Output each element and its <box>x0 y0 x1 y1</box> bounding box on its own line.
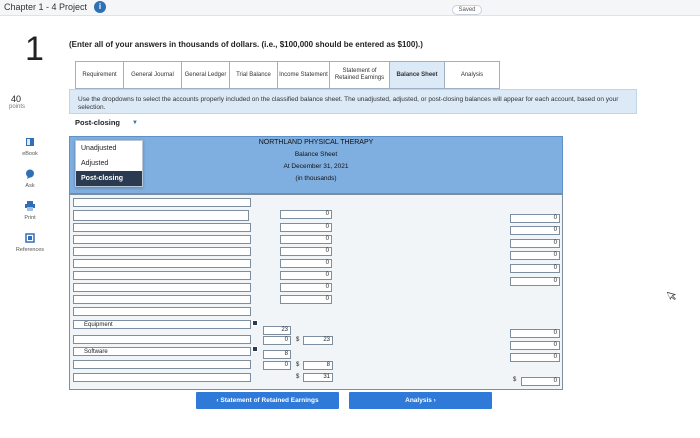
sidebar-label: eBook <box>22 151 38 157</box>
company-name: NORTHLAND PHYSICAL THERAPY <box>258 139 374 146</box>
total-cell[interactable]: 0 <box>510 277 560 286</box>
account-select[interactable] <box>73 235 251 244</box>
account-select[interactable] <box>73 198 251 207</box>
chat-icon <box>6 169 54 181</box>
tab-balance-sheet[interactable]: Balance Sheet <box>389 61 444 89</box>
total-cell[interactable]: 0 <box>510 226 560 235</box>
references-icon <box>6 233 54 245</box>
statement-units: (in thousands) <box>295 175 337 182</box>
dropdown-flag-icon <box>252 320 258 326</box>
chevron-right-icon: › <box>431 397 436 404</box>
dollar-sign: $ <box>296 337 300 343</box>
dropdown-option-adjusted[interactable]: Adjusted <box>81 160 109 167</box>
dollar-sign: $ <box>296 362 300 368</box>
balance-type-dropdown[interactable]: Post-closing <box>75 118 121 127</box>
value-cell[interactable]: 0 <box>280 210 332 219</box>
sidebar-item-print[interactable] <box>6 201 54 221</box>
account-select[interactable] <box>73 210 249 221</box>
dollar-sign: $ <box>296 374 300 380</box>
chevron-left-icon: ‹ <box>216 397 221 404</box>
tab-statement-retained-earnings[interactable]: Statement of Retained Earnings <box>329 61 389 89</box>
tab-analysis[interactable]: Analysis <box>444 61 500 89</box>
total-cell[interactable]: 0 <box>510 239 560 248</box>
statement-date: At December 31, 2021 <box>283 163 349 170</box>
value-cell[interactable]: 0 <box>280 271 332 280</box>
sidebar-label: Ask <box>25 183 35 189</box>
instruction-text: (Enter all of your answers in thousands of dollars. (i.e., $100,000 should be entered as $100).) <box>69 40 423 49</box>
subtotal-cell[interactable]: 31 <box>303 373 333 382</box>
statement-title: Balance Sheet <box>294 151 338 158</box>
value-cell[interactable]: 23 <box>263 326 291 335</box>
dollar-sign: $ <box>513 377 517 383</box>
value-cell[interactable]: 0 <box>263 361 291 370</box>
dropdown-flag-icon <box>252 346 258 352</box>
info-icon[interactable]: i <box>94 1 106 13</box>
prev-tab-button[interactable]: ‹ Statement of Retained Earnings <box>196 392 339 409</box>
account-select-equipment[interactable]: Equipment <box>73 320 251 329</box>
value-cell[interactable]: 8 <box>303 361 333 370</box>
sidebar-label: Print <box>24 215 36 221</box>
mouse-cursor-icon <box>667 289 679 303</box>
total-cell[interactable]: 0 <box>510 353 560 362</box>
sidebar-label: References <box>15 247 45 253</box>
total-cell[interactable]: 0 <box>510 251 560 260</box>
account-select[interactable] <box>73 360 251 369</box>
question-number: 1 <box>25 30 44 68</box>
book-icon <box>6 137 54 149</box>
tab-requirement[interactable]: Requirement <box>75 61 123 89</box>
tab-trial-balance[interactable]: Trial Balance <box>229 61 277 89</box>
chevron-down-icon[interactable]: ▼ <box>132 120 138 126</box>
next-tab-button[interactable]: Analysis › <box>349 392 492 409</box>
account-select[interactable] <box>73 373 251 382</box>
points-value: 40 <box>11 94 22 104</box>
value-cell[interactable]: 0 <box>280 247 332 256</box>
value-cell[interactable]: 0 <box>280 295 332 304</box>
total-cell[interactable]: 0 <box>510 264 560 273</box>
total-cell[interactable]: 0 <box>510 214 560 223</box>
account-select[interactable] <box>73 259 251 268</box>
value-cell[interactable]: 8 <box>263 350 291 359</box>
dropdown-option-post-closing[interactable]: Post-closing <box>76 171 142 186</box>
value-cell[interactable]: 0 <box>263 336 291 345</box>
account-select[interactable] <box>73 283 251 292</box>
tab-income-statement[interactable]: Income Statement <box>277 61 329 89</box>
account-select[interactable] <box>73 271 251 280</box>
value-cell[interactable]: 0 <box>280 235 332 244</box>
dropdown-option-unadjusted[interactable]: Unadjusted <box>81 145 117 152</box>
account-select-software[interactable]: Software <box>73 347 251 356</box>
points-label: points <box>9 104 26 110</box>
tab-general-ledger[interactable]: General Ledger <box>181 61 229 89</box>
value-cell[interactable]: 23 <box>303 336 333 345</box>
sidebar-item-references[interactable] <box>6 233 54 253</box>
account-select[interactable] <box>73 335 251 344</box>
account-select[interactable] <box>73 295 251 304</box>
account-select[interactable] <box>73 247 251 256</box>
value-cell[interactable]: 0 <box>280 259 332 268</box>
panel-text: Use the dropdowns to select the accounts properly included on the classified balance sheet. The unadjusted, adjusted, or post-closing balances will appear for each account, based on your selection. <box>78 96 619 111</box>
saved-status: Saved <box>452 5 482 15</box>
assignment-title: Chapter 1 - 4 Project <box>4 2 88 12</box>
tab-general-journal[interactable]: General Journal <box>123 61 181 89</box>
value-cell[interactable]: 0 <box>280 223 332 232</box>
requirement-tabs <box>75 61 500 89</box>
account-select[interactable] <box>73 223 251 232</box>
total-cell[interactable]: 0 <box>510 341 560 350</box>
sidebar-item-ask[interactable] <box>6 169 54 189</box>
print-icon <box>6 201 54 213</box>
sidebar-item-ebook[interactable] <box>6 137 54 157</box>
value-cell[interactable]: 0 <box>280 283 332 292</box>
grand-total-cell[interactable]: 0 <box>521 377 560 386</box>
account-select[interactable] <box>73 307 251 316</box>
total-cell[interactable]: 0 <box>510 329 560 338</box>
dropdown-menu <box>75 140 143 187</box>
